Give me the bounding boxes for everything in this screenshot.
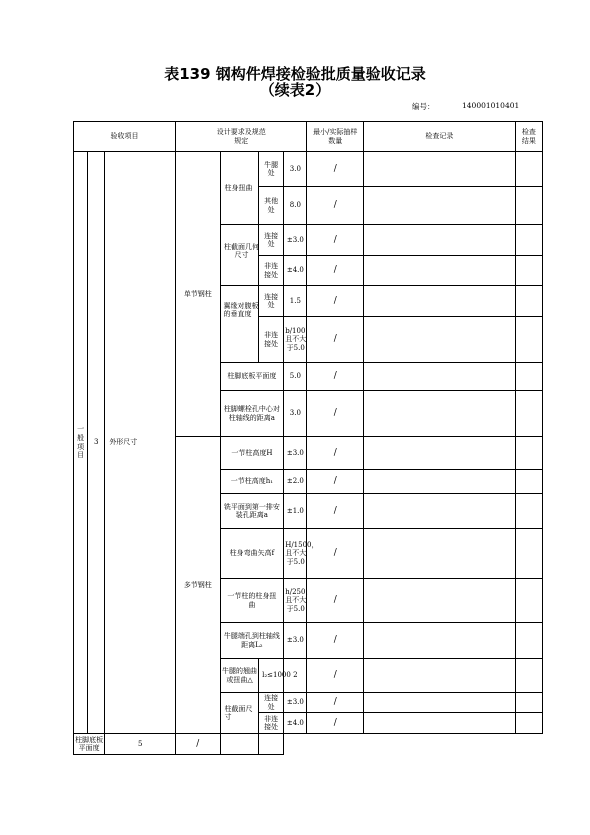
value-cell: ±1.0: [284, 494, 307, 529]
twist-sub-b: 其他处: [258, 187, 283, 225]
value-cell: ±4.0: [284, 713, 307, 734]
record-number: [412, 101, 520, 112]
sample-cell: /: [307, 470, 364, 494]
record-cell[interactable]: [364, 623, 516, 659]
sample-cell: /: [307, 437, 364, 470]
page-subtitle: （续表2）: [259, 81, 331, 99]
sample-cell: /: [307, 693, 364, 713]
sec2-sub-b: 非连接处: [258, 713, 283, 734]
sample-cell: /: [307, 494, 364, 529]
value-cell: 3.0: [284, 152, 307, 187]
fl-sub-b: 非连接处: [258, 317, 283, 363]
sample-cell: /: [307, 152, 364, 187]
row-flange: 翼缘对腹板的垂直度: [220, 286, 258, 363]
row-height-H: 一节柱高度H: [220, 437, 284, 470]
value-cell: ±3.0: [284, 225, 307, 256]
value-cell: ±3.0: [284, 437, 307, 470]
result-cell[interactable]: [515, 494, 542, 529]
sample-cell: /: [176, 734, 220, 755]
value-cell: H/1500，且不大于5.0: [284, 529, 307, 579]
row-height-h: 一节柱高度h₁: [220, 470, 284, 494]
twist-sub-a: 牛腿处: [258, 152, 283, 187]
header-row: [74, 122, 543, 152]
record-cell[interactable]: [220, 734, 258, 755]
header-item: 验收项目: [74, 122, 176, 152]
result-cell[interactable]: [515, 363, 542, 391]
row-base-flat: 柱脚底板平面度: [220, 363, 284, 391]
value-cell: ±2.0: [284, 470, 307, 494]
value-cell: 5: [105, 734, 176, 755]
code-label: 编号：: [412, 102, 435, 111]
result-cell[interactable]: [515, 659, 542, 693]
row-mill-distance: 铣平面到第一排安装孔距离a: [220, 494, 284, 529]
code-value: 140001010401: [462, 101, 520, 110]
record-cell[interactable]: [364, 152, 516, 187]
result-cell[interactable]: [515, 286, 542, 317]
result-cell[interactable]: [515, 693, 542, 713]
record-cell[interactable]: [364, 494, 516, 529]
result-cell[interactable]: [515, 579, 542, 623]
sample-cell: /: [307, 256, 364, 286]
result-cell[interactable]: [515, 152, 542, 187]
value-cell: 5.0: [284, 363, 307, 391]
header-record: 检查记录: [364, 122, 516, 152]
row-twist: 柱身扭曲: [220, 152, 258, 225]
record-cell[interactable]: [364, 363, 516, 391]
record-cell[interactable]: [364, 529, 516, 579]
result-cell[interactable]: [515, 187, 542, 225]
result-cell[interactable]: [515, 623, 542, 659]
row-base-flat-2: 柱脚底板平面度: [74, 734, 105, 755]
record-cell[interactable]: [364, 659, 516, 693]
sample-cell: /: [307, 529, 364, 579]
item-name: 外形尺寸: [105, 152, 176, 734]
value-cell: h/250，且不大于5.0: [284, 579, 307, 623]
row-corbel: 牛腿端孔到柱轴线距离L₂: [220, 623, 284, 659]
value-cell: ±3.0: [284, 693, 307, 713]
sg-sub-a: 连接处: [258, 225, 283, 256]
sample-cell: /: [307, 286, 364, 317]
record-cell[interactable]: [364, 187, 516, 225]
table-row: [74, 152, 543, 187]
sample-cell: /: [307, 391, 364, 437]
sample-cell: /: [307, 317, 364, 363]
row-corbel-bend: 牛腿的翘曲或扭曲△: [220, 659, 258, 693]
row-twist2: 一节柱的柱身扭曲: [220, 579, 284, 623]
record-cell[interactable]: [364, 693, 516, 713]
sample-cell: /: [307, 623, 364, 659]
sample-cell: /: [307, 225, 364, 256]
row-bend: 柱身弯曲矢高f: [220, 529, 284, 579]
group-single-column: 单节钢柱: [176, 152, 220, 437]
item-number: 3: [88, 152, 105, 734]
result-cell[interactable]: [515, 391, 542, 437]
header-min-sample: 最小/实际抽样数量: [307, 122, 364, 152]
result-cell[interactable]: [515, 256, 542, 286]
value-cell: b/100，且不大于5.0: [284, 317, 307, 363]
corbel-condition: l₂≤1000: [258, 659, 283, 693]
sample-cell: /: [307, 363, 364, 391]
value-cell: 3.0: [284, 391, 307, 437]
row-section-size: 柱截面尺寸: [220, 693, 258, 734]
section-label: 一般项目: [74, 152, 88, 734]
result-cell[interactable]: [515, 225, 542, 256]
result-cell[interactable]: [258, 734, 283, 755]
group-multi-column: 多节钢柱: [176, 437, 220, 734]
fl-sub-a: 连接处: [258, 286, 283, 317]
record-cell[interactable]: [364, 225, 516, 256]
inspection-table: [73, 121, 543, 755]
result-cell[interactable]: [515, 529, 542, 579]
value-cell: 2: [284, 659, 307, 693]
value-cell: ±4.0: [284, 256, 307, 286]
value-cell: ±3.0: [284, 623, 307, 659]
record-cell[interactable]: [364, 713, 516, 734]
row-bolt-distance: 柱脚螺栓孔中心对柱轴线的距离a: [220, 391, 284, 437]
result-cell[interactable]: [515, 437, 542, 470]
header-result: 检查结果: [515, 122, 542, 152]
sample-cell: /: [307, 579, 364, 623]
sample-cell: /: [307, 187, 364, 225]
result-cell[interactable]: [515, 317, 542, 363]
record-cell[interactable]: [364, 437, 516, 470]
result-cell[interactable]: [515, 713, 542, 734]
record-cell[interactable]: [364, 317, 516, 363]
sg-sub-b: 非连接处: [258, 256, 283, 286]
result-cell[interactable]: [515, 470, 542, 494]
page-title: 表139 钢构件焊接检验批质量验收记录: [164, 65, 426, 83]
record-cell[interactable]: [364, 391, 516, 437]
sec2-sub-a: 连接处: [258, 693, 283, 713]
record-cell[interactable]: [364, 470, 516, 494]
sample-cell: /: [307, 659, 364, 693]
table-row: [74, 734, 543, 755]
record-cell[interactable]: [364, 579, 516, 623]
row-section-geometry: 柱截面几何尺寸: [220, 225, 258, 286]
header-design: 设计要求及规范规定: [176, 122, 307, 152]
record-cell[interactable]: [364, 256, 516, 286]
record-cell[interactable]: [364, 286, 516, 317]
value-cell: 8.0: [284, 187, 307, 225]
value-cell: 1.5: [284, 286, 307, 317]
sample-cell: /: [307, 713, 364, 734]
